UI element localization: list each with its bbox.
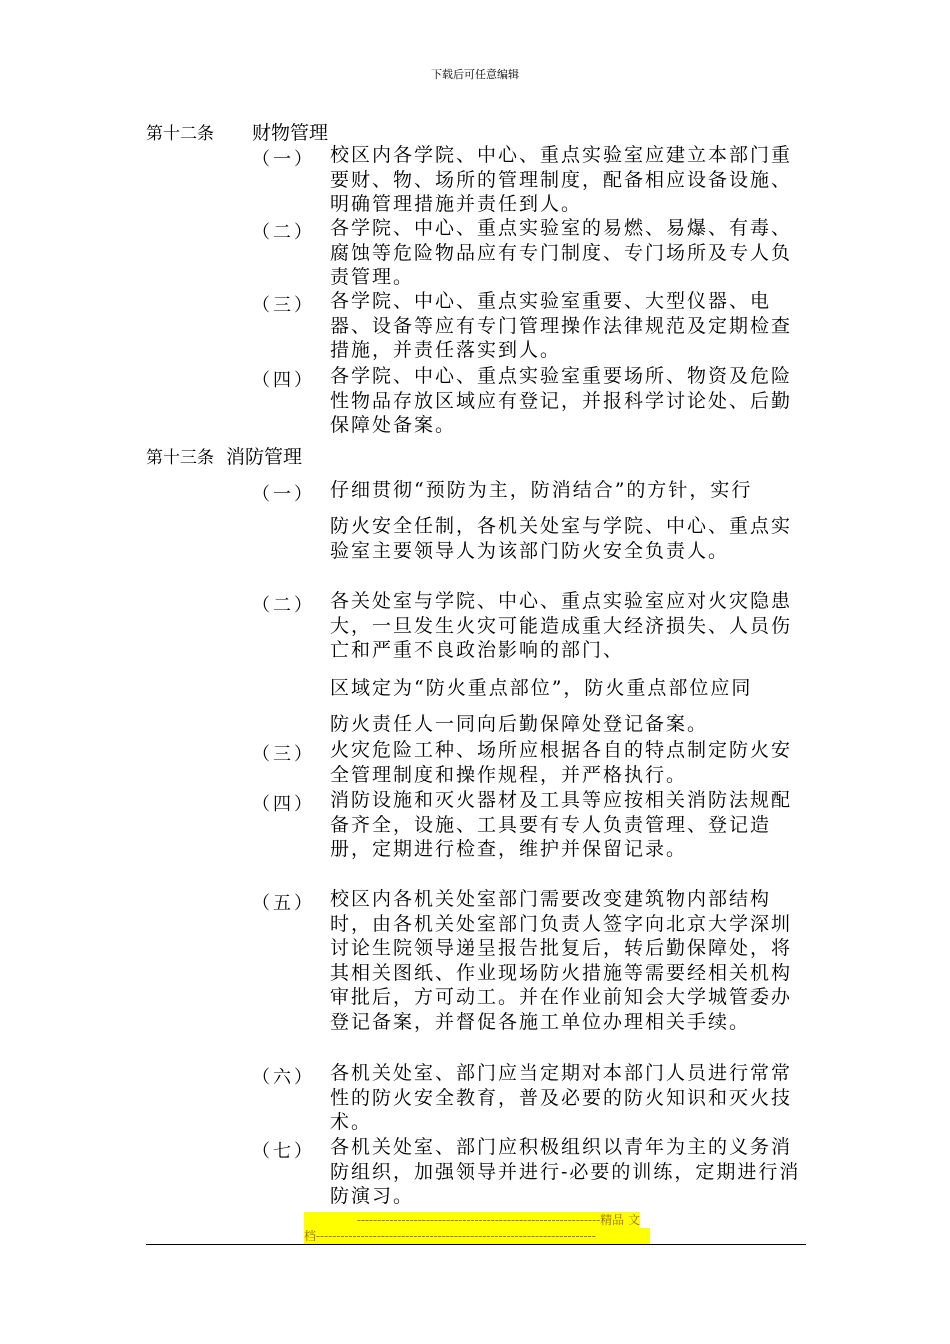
item-text: 各关处室与学院、中心、重点实验室应对火灾隐患大，一旦发生火灾可能造成重大经济损失、人员伤亡和严重不良政治影响的部门、: [330, 590, 793, 661]
item-text: 校区内各学院、中心、重点实验室应建立本部门重要财、物、场所的管理制度，配备相应设备设施、明确管理措施并责任到人。: [330, 144, 793, 215]
item-text-continued: 防火责任人一同向后勤保障处登记备案。: [330, 713, 709, 735]
article-number: 第十三条: [146, 448, 214, 468]
article-12-heading: [146, 118, 328, 145]
item-label: （四）: [252, 794, 315, 815]
page-header: 下载后可任意编辑: [431, 68, 519, 81]
item-text: 仔细贯彻“预防为主，防消结合”的方针，实行: [330, 479, 753, 501]
footer-watermark-line2: 档---------------------------------------------------------------------: [304, 1228, 650, 1244]
item-label: （二）: [252, 595, 315, 616]
item-label: （五）: [252, 893, 315, 914]
article-number: 第十二条: [146, 124, 214, 144]
article-title: 消防管理: [226, 446, 303, 468]
article-title: 财物管理: [252, 122, 329, 144]
item-text: 各学院、中心、重点实验室的易燃、易爆、有毒、腐蚀等危险物品应有专门制度、专门场所及专人负责管理。: [330, 217, 793, 288]
item-label: （三）: [252, 295, 315, 316]
item-label: （四）: [252, 370, 315, 391]
footer-divider: [146, 1244, 806, 1245]
item-text: 校区内各机关处室部门需要改变建筑物内部结构时，由各机关处室部门负责人签字向北京大学深圳讨论生院领导递呈报告批复后，转后勤保障处，将其相关图纸、作业现场防火措施等需要经相关机构审批后，方可动工。并在作业前知会大学城管委办登记备案，并督促各施工单位办理相关手续。: [330, 888, 793, 1033]
item-text: 各学院、中心、重点实验室重要、大型仪器、电器、设备等应有专门管理操作法律规范及定期检查措施，并责任落实到人。: [330, 290, 793, 361]
item-label: （一）: [252, 484, 315, 505]
item-label: （二）: [252, 222, 315, 243]
item-label: （六）: [252, 1067, 315, 1088]
item-text: 各机关处室、部门应当定期对本部门人员进行常常性的防火安全教育，普及必要的防火知识和灭火技术。: [330, 1062, 793, 1133]
item-text-continued: 防火安全任制，各机关处室与学院、中心、重点实验室主要领导人为该部门防火安全负责人。: [330, 515, 793, 562]
item-text-continued: 区域定为“防火重点部位”，防火重点部位应同: [330, 677, 753, 699]
item-text: 各机关处室、部门应积极组织以青年为主的义务消防组织，加强领导并进行-必要的训练，定期进行消防演习。: [330, 1136, 801, 1207]
footer-watermark-line1: ------------------------------------------------------------精品 文: [304, 1212, 640, 1228]
article-13-heading: [146, 442, 302, 469]
item-text: 各学院、中心、重点实验室重要场所、物资及危险性物品存放区域应有登记，并报科学讨论处、后勤保障处备案。: [330, 365, 793, 436]
item-label: （七）: [252, 1141, 315, 1162]
item-text: 消防设施和灭火器材及工具等应按相关消防法规配备齐全，设施、工具要有专人负责管理、登记造册，定期进行检查，维护并保留记录。: [330, 789, 793, 860]
item-label: （一）: [252, 149, 315, 170]
item-label: （三）: [252, 744, 315, 765]
item-text: 火灾危险工种、场所应根据各自的特点制定防火安全管理制度和操作规程，并严格执行。: [330, 739, 793, 786]
